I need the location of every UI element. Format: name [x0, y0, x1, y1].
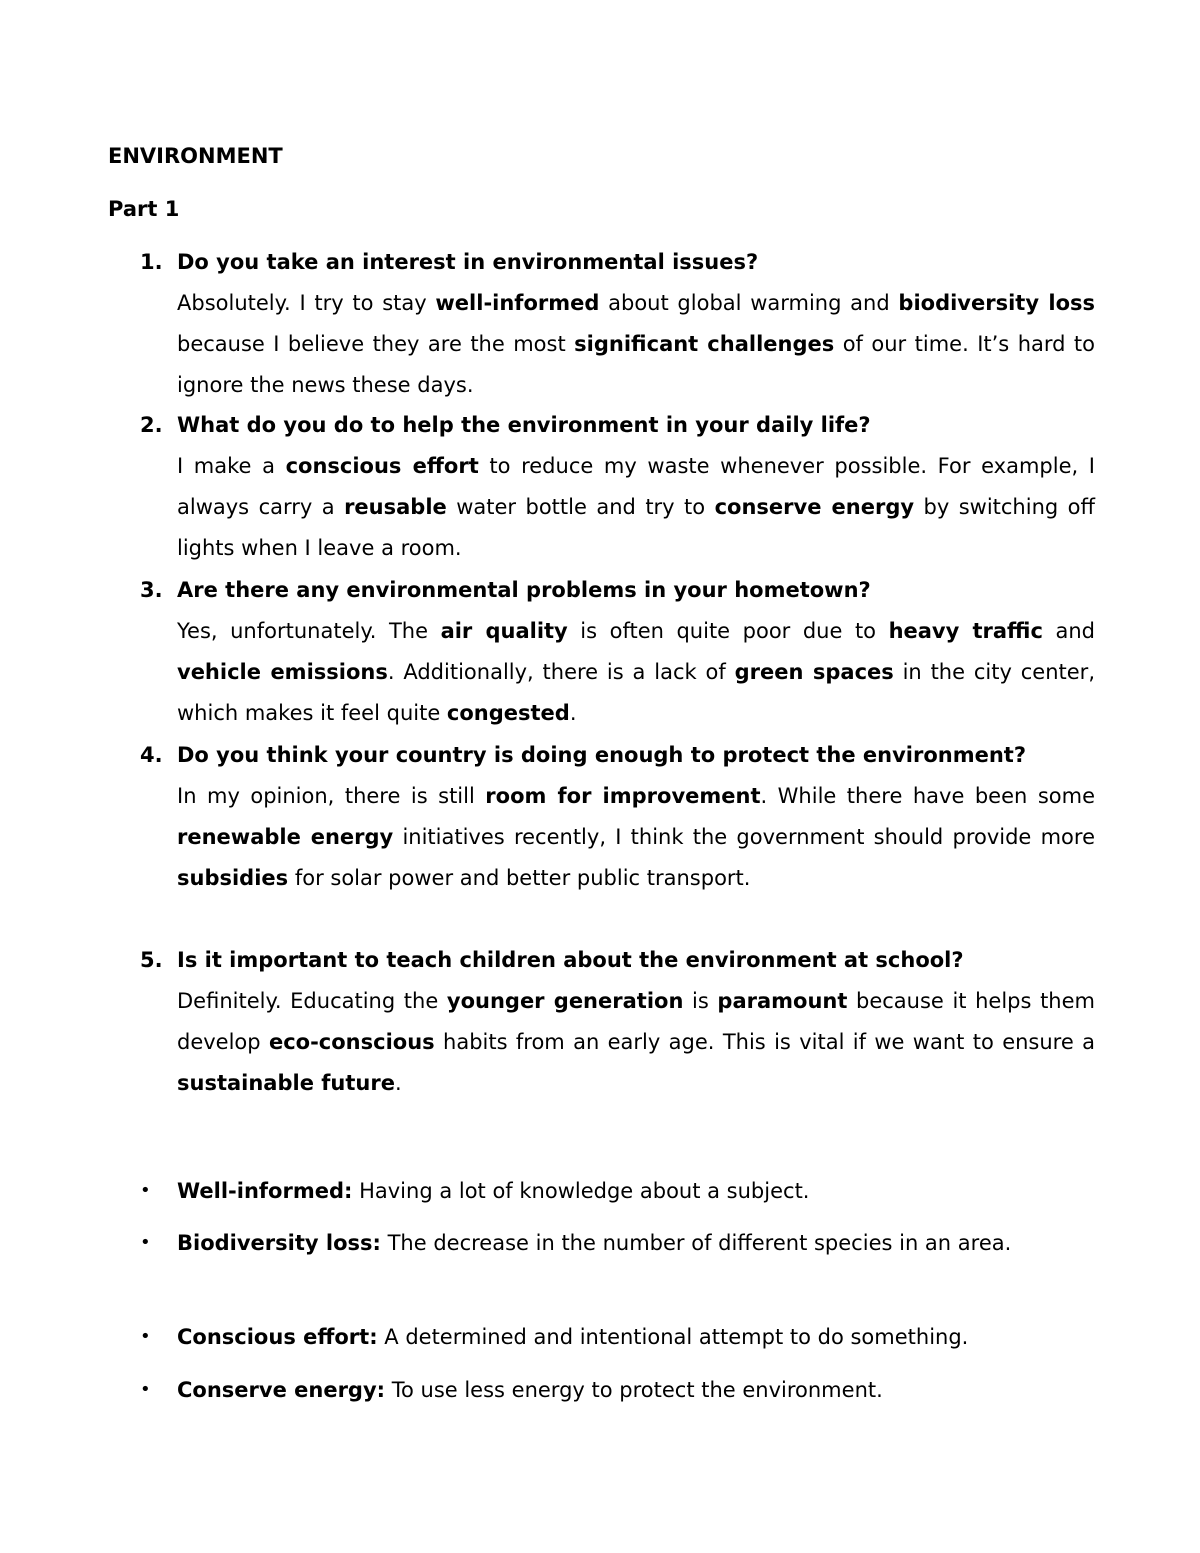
glossary-entry: [177, 1170, 1095, 1212]
question-text: What do you do to help the environment in your daily life?: [177, 413, 871, 437]
key-term: congested: [446, 701, 570, 725]
answer-fragment: is often quite poor due to: [567, 619, 889, 643]
answer-fragment: habits from an early age. This is vital if we want to ensure a: [434, 1030, 1095, 1054]
key-term: well-informed: [435, 291, 600, 315]
answer-fragment: .: [569, 701, 577, 725]
question-text: Are there any environmental problems in your hometown?: [177, 578, 871, 602]
glossary-entry: [177, 1316, 1095, 1358]
answer-fragment: by switching off lights when I leave a room.: [177, 495, 1095, 560]
answer-fragment: because I believe they are the most: [177, 332, 575, 356]
question-body: [177, 570, 1095, 734]
question-text: Do you think your country is doing enough to protect the environment?: [177, 743, 1027, 767]
key-term: vehicle emissions: [177, 660, 388, 684]
question-number: 4.: [140, 743, 163, 767]
bullet-icon: •: [140, 1180, 151, 1201]
answer-fragment: to reduce my waste whenever possible. For example, I always carry a: [177, 454, 1095, 519]
answer-fragment: of our time. It’s hard to ignore the news these days.: [177, 332, 1096, 397]
key-term: paramount: [717, 989, 848, 1013]
glossary-term: Biodiversity loss:: [177, 1231, 381, 1255]
answer-text: [177, 283, 1095, 406]
key-term: renewable energy: [177, 825, 394, 849]
key-term: heavy traffic: [888, 619, 1043, 643]
question-number: 3.: [140, 578, 163, 602]
question-number: 1.: [140, 250, 163, 274]
key-term: sustainable future: [177, 1071, 395, 1095]
bullet-icon: •: [140, 1232, 151, 1253]
answer-text: [177, 776, 1095, 899]
question-number: 5.: [140, 948, 163, 972]
answer-fragment: . Additionally, there is a lack of: [387, 660, 735, 684]
answer-text: [177, 446, 1095, 569]
key-term: younger generation: [446, 989, 684, 1013]
answer-fragment: for solar power and better public transport.: [288, 866, 751, 890]
question-text: Is it important to teach children about the environment at school?: [177, 948, 964, 972]
glossary-term: Well-informed:: [177, 1179, 353, 1203]
answer-text: [177, 611, 1095, 734]
key-term: biodiversity loss: [898, 291, 1095, 315]
glossary-definition: To use less energy to protect the environment.: [385, 1378, 883, 1402]
answer-fragment: Absolutely. I try to stay: [177, 291, 436, 315]
answer-fragment: Yes, unfortunately. The: [177, 619, 441, 643]
key-term: room for improvement: [485, 784, 761, 808]
bullet-icon: •: [140, 1326, 151, 1347]
answer-fragment: In my opinion, there is still: [177, 784, 486, 808]
answer-fragment: and: [1042, 619, 1095, 643]
answer-fragment: in the city center, which makes it feel quite: [177, 660, 1095, 725]
bullet-icon: •: [140, 1379, 151, 1400]
question-body: [177, 242, 1095, 406]
answer-fragment: is: [683, 989, 718, 1013]
key-term: reusable: [344, 495, 447, 519]
answer-fragment: water bottle and try to: [446, 495, 715, 519]
answer-fragment: because it helps them develop: [177, 989, 1095, 1054]
answer-fragment: . While there have been some: [760, 784, 1095, 808]
answer-fragment: I make a: [177, 454, 286, 478]
glossary-term: Conserve energy:: [177, 1378, 386, 1402]
key-term: significant challenges: [574, 332, 835, 356]
key-term: eco-conscious: [268, 1030, 435, 1054]
glossary-term: Conscious effort:: [177, 1325, 378, 1349]
question-body: [177, 405, 1095, 569]
answer-fragment: initiatives recently, I think the government should provide more: [393, 825, 1095, 849]
answer-fragment: Definitely. Educating the: [177, 989, 447, 1013]
question-body: [177, 735, 1095, 899]
answer-fragment: about global warming and: [599, 291, 899, 315]
key-term: conserve energy: [714, 495, 915, 519]
glossary-definition: The decrease in the number of different species in an area.: [380, 1231, 1012, 1255]
answer-text: [177, 981, 1095, 1104]
key-term: conscious effort: [285, 454, 479, 478]
question-text: Do you take an interest in environmental issues?: [177, 250, 759, 274]
key-term: green spaces: [734, 660, 894, 684]
key-term: air quality: [440, 619, 568, 643]
glossary-entry: [177, 1369, 1095, 1411]
question-number: 2.: [140, 413, 163, 437]
part-heading: Part 1: [108, 197, 180, 221]
glossary-definition: A determined and intentional attempt to do something.: [377, 1325, 969, 1349]
glossary-definition: Having a lot of knowledge about a subject.: [352, 1179, 810, 1203]
key-term: subsidies: [177, 866, 289, 890]
document-title: ENVIRONMENT: [108, 144, 283, 168]
glossary-entry: [177, 1222, 1095, 1264]
answer-fragment: .: [394, 1071, 402, 1095]
question-body: [177, 940, 1095, 1104]
